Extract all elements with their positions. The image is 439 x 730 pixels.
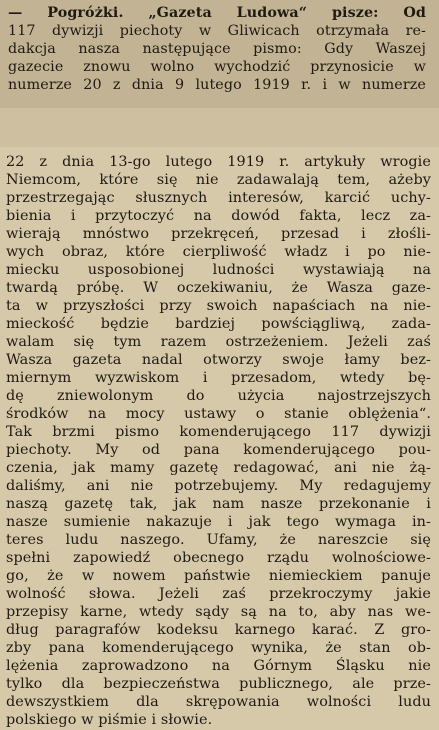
article-line: Wasza gazeta nadal otworzy swoje łamy bez- (6, 352, 431, 368)
article-line: spełni zapowiedź obecnego rządu wolnościowe- (6, 550, 431, 566)
article-line: wych obraz, które cierpliwość władz i po nie- (6, 244, 431, 260)
fragment-line: gazecie znowu wolno wychodzić przynosicie w (8, 59, 426, 75)
article-line: piechoty. My od pana komenderującego pou- (6, 442, 431, 458)
article-column (0, 147, 439, 730)
article-line: zby pana komenderującego wynika, że stan ob- (6, 640, 431, 656)
article-line: miernym wyzwiskom i przesadom, wtedy bę- (6, 370, 431, 386)
article-line: 22 z dnia 13-go lutego 1919 r. artykuły wrogie (6, 154, 431, 170)
article-line: środków na mocy ustawy o stanie oblężenia“. (6, 406, 431, 422)
article-heading: — Pogróżki. „Gazeta Ludowa“ pisze: Od (8, 5, 426, 21)
article-line: dług paragrafów kodeksu karnego karać. Z gro- (6, 622, 431, 638)
article-line: go, że w nowem państwie niemieckiem panuje (6, 568, 431, 584)
paper-margin (0, 108, 439, 147)
article-line: miecku usposobionej ludności wystawiają na (6, 262, 431, 278)
article-line: Niemcom, które się nie zadawalają tem, ażeby (6, 172, 431, 188)
article-line: tylko dla bezpieczeństwa publicznego, ale prze- (6, 676, 431, 692)
article-line: daliśmy, ani nie potrzebujemy. My redagujemy (6, 478, 431, 494)
fragment-line (8, 4, 426, 22)
fragment-line: numerze 20 z dnia 9 lutego 1919 r. i w numerze (8, 77, 426, 93)
fragment-line: 117 dywizji piechoty w Gliwicach otrzymała re- (8, 23, 426, 39)
article-line: naszą gazetę tak, jak nam nasze przekonanie i (6, 496, 431, 512)
article-line: lężenia zaprowadzono na Górnym Śląsku nie (6, 658, 431, 674)
article-line: bienia i przytoczyć na dowód fakta, lecz za- (6, 208, 431, 224)
article-line: przestrzegając słusznych interesów, karcić uchy- (6, 190, 431, 206)
article-line-last: polskiego w piśmie i słowie. (6, 712, 213, 728)
article-line: Tak brzmi pismo komenderującego 117 dywizji (6, 424, 431, 440)
article-line: nasze sumienie nakazuje i jak tego wymaga in- (6, 514, 431, 530)
article-line: ta w przyszłości przy swoich napaściach na nie- (6, 298, 431, 314)
article-line: czenia, jak mamy gazetę redagować, ani nie żą- (6, 460, 431, 476)
article-line: przepisy karne, wtedy sądy są na to, aby nas we- (6, 604, 431, 620)
article-line: mieckość będzie bardziej powściągliwą, zada- (6, 316, 431, 332)
article-line: wierają mnóstwo przekręceń, przesad i złośli- (6, 226, 431, 242)
article-line: walam się tym razem ostrzeżeniem. Jeżeli zaś (6, 334, 431, 350)
article-line: dewszystkiem dla skrępowania wolności ludu (6, 694, 431, 710)
clipping-fragment-top (0, 0, 439, 109)
fragment-line: dakcja nasza następujące pismo: Gdy Waszej (8, 41, 426, 57)
article-line: twardą próbę. W oczekiwaniu, że Wasza gaze- (6, 280, 431, 296)
article-line: teres ludu naszego. Ufamy, że nareszcie się (6, 532, 431, 548)
article-line: wolność słowa. Jeżeli zaś przekroczymy jakie (6, 586, 431, 602)
article-line: dę zniewolonym do użycia najostrzejszych (6, 388, 431, 404)
